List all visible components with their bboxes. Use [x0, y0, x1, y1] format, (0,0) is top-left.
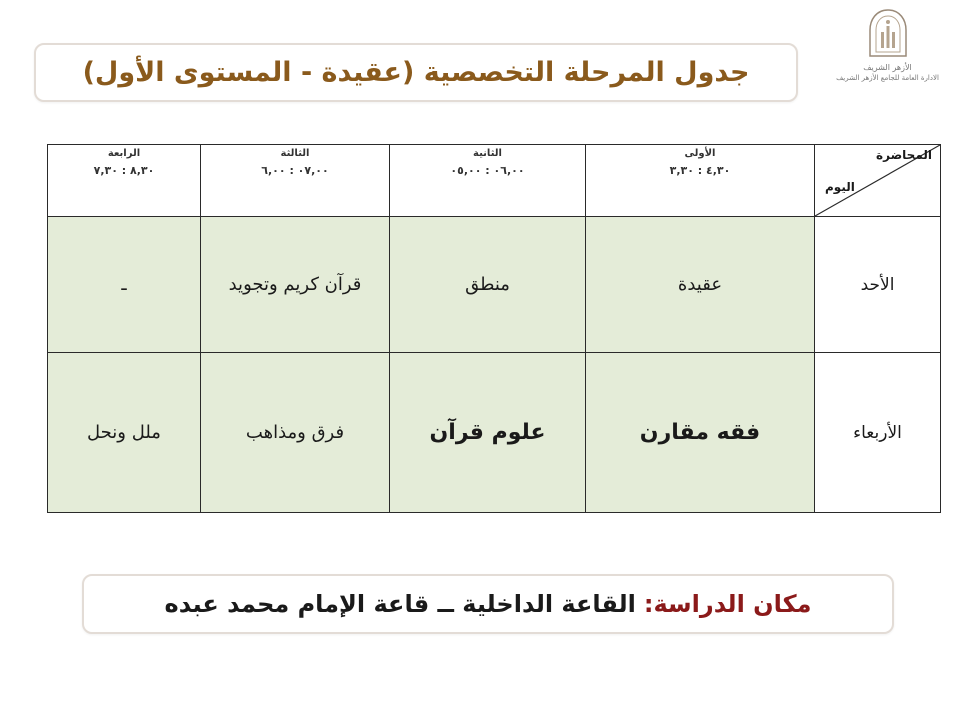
- column-name: الرابعة: [107, 148, 141, 159]
- subject-cell: منطق: [390, 217, 586, 353]
- column-time: ٠٦,٠٠ : ٠٥,٠٠: [450, 164, 525, 177]
- study-place-label: مكان الدراسة:: [643, 590, 812, 618]
- corner-day-label: اليوم: [825, 180, 855, 194]
- schedule-table: [47, 144, 941, 513]
- header-row: [48, 145, 941, 217]
- column-time: ٨,٣٠ : ٧,٣٠: [93, 164, 155, 177]
- logo-text-line2: الادارة العامة للجامع الأزهر الشريف: [836, 74, 939, 82]
- column-time: ٠٧,٠٠ : ٦,٠٠: [261, 164, 329, 177]
- column-header-4: [48, 145, 201, 217]
- title-box: [34, 43, 798, 102]
- subject-cell: فرق ومذاهب: [201, 353, 390, 513]
- azhar-emblem-icon: [866, 8, 910, 60]
- column-time: ٤,٣٠ : ٣,٣٠: [669, 164, 731, 177]
- column-name: الأولى: [684, 148, 716, 159]
- table-row: [48, 217, 941, 353]
- column-name: الثالثة: [280, 148, 310, 159]
- column-header-3: [201, 145, 390, 217]
- logo-text-line1: الأزهر الشريف: [863, 63, 912, 72]
- subject-cell: فقه مقارن: [586, 353, 815, 513]
- subject-cell: علوم قرآن: [390, 353, 586, 513]
- azhar-logo: [830, 8, 945, 92]
- column-name: الثانية: [473, 148, 502, 159]
- column-header-1: [586, 145, 815, 217]
- subject-cell: عقيدة: [586, 217, 815, 353]
- subject-cell: ـ: [48, 217, 201, 353]
- column-header-2: [390, 145, 586, 217]
- page-title: جدول المرحلة التخصصية (عقيدة - المستوى الأول): [82, 57, 750, 88]
- subject-cell: ملل ونحل: [48, 353, 201, 513]
- day-cell: الأحد: [815, 217, 941, 353]
- study-place-value: القاعة الداخلية ــ قاعة الإمام محمد عبده: [164, 590, 636, 618]
- study-place-box: [82, 574, 894, 634]
- day-cell: الأربعاء: [815, 353, 941, 513]
- corner-lecture-label: المحاضرة: [876, 148, 932, 162]
- subject-cell: قرآن كريم وتجويد: [201, 217, 390, 353]
- corner-cell: [815, 145, 941, 217]
- table-row: [48, 353, 941, 513]
